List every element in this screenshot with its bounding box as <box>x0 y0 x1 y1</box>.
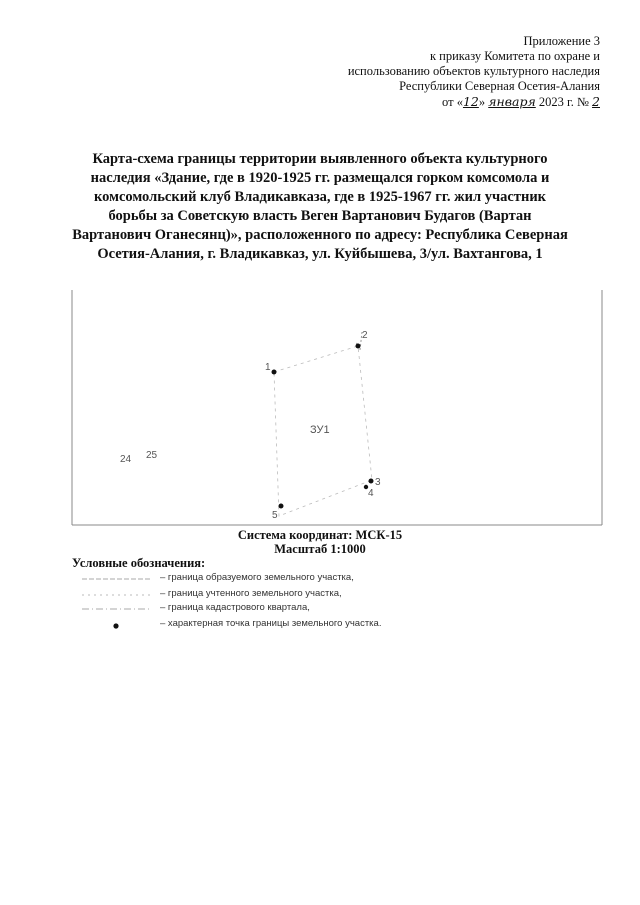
legend-item-cadastral-quarter: – граница кадастрового квартала, <box>72 601 572 615</box>
document-title: Карта-схема границы территории выявленного объекта культурного наследия «Здание, где в 1920-1925 гг. размещался горком комсомола и комсомольский клуб Владикавказа, где в 1925-1967 гг. жил участник борьбы за Советскую власть Веген Вартанович Будагов (Вартан Вартанович Оганесянц)», расположенного по адресу: Республика Северная Осетия-Алания, г. Владикавказ, ул. Куйбышева, 3/ул. Вахтангова, 1 <box>72 151 568 262</box>
coordinate-system: Система координат: МСК-15 <box>237 528 403 542</box>
point-label-1: 1 <box>265 362 271 373</box>
quarter-label-25: 25 <box>146 450 158 461</box>
appendix-number: Приложение 3 <box>523 34 600 48</box>
order-day: 12 <box>462 94 479 109</box>
registered-plot-line-symbol <box>82 587 162 601</box>
republic-name: Республики Северная Осетия-Алания <box>399 79 600 93</box>
formed-plot-line-symbol <box>82 571 162 585</box>
cadastral-quarter-line-symbol <box>82 601 162 615</box>
order-reference: к приказу Комитета по охране и <box>429 49 600 63</box>
map-scale: Масштаб 1:1000 <box>274 542 366 556</box>
legend-item-registered-plot: – граница учтенного земельного участка, <box>72 587 572 601</box>
point-label-4: 4 <box>368 488 374 499</box>
boundary-point-2 <box>356 344 361 349</box>
boundary-point-3 <box>369 479 374 484</box>
order-date: от «12» января 2023 г. № 2 <box>442 94 600 109</box>
quarter-label-24: 24 <box>120 454 132 465</box>
order-number: 2 <box>592 94 600 109</box>
committee-name: использованию объектов культурного наследия <box>347 64 600 78</box>
plot-label: ЗУ1 <box>310 424 330 436</box>
boundary-point-symbol <box>82 617 162 631</box>
point-label-2: 2 <box>362 330 368 341</box>
boundary-point-1 <box>272 370 277 375</box>
map-drawing <box>72 290 602 525</box>
point-label-5: 5 <box>272 510 278 521</box>
legend-title: Условные обозначения: <box>72 556 206 570</box>
legend-item-formed-plot: – граница образуемого земельного участка, <box>72 571 572 585</box>
boundary-point-5 <box>279 504 284 509</box>
order-month: января <box>488 94 536 109</box>
point-label-3: 3 <box>375 477 381 488</box>
boundary-map <box>72 290 602 525</box>
appendix-header <box>280 34 600 110</box>
legend-item-boundary-point: – характерная точка границы земельного участка. <box>72 617 572 631</box>
